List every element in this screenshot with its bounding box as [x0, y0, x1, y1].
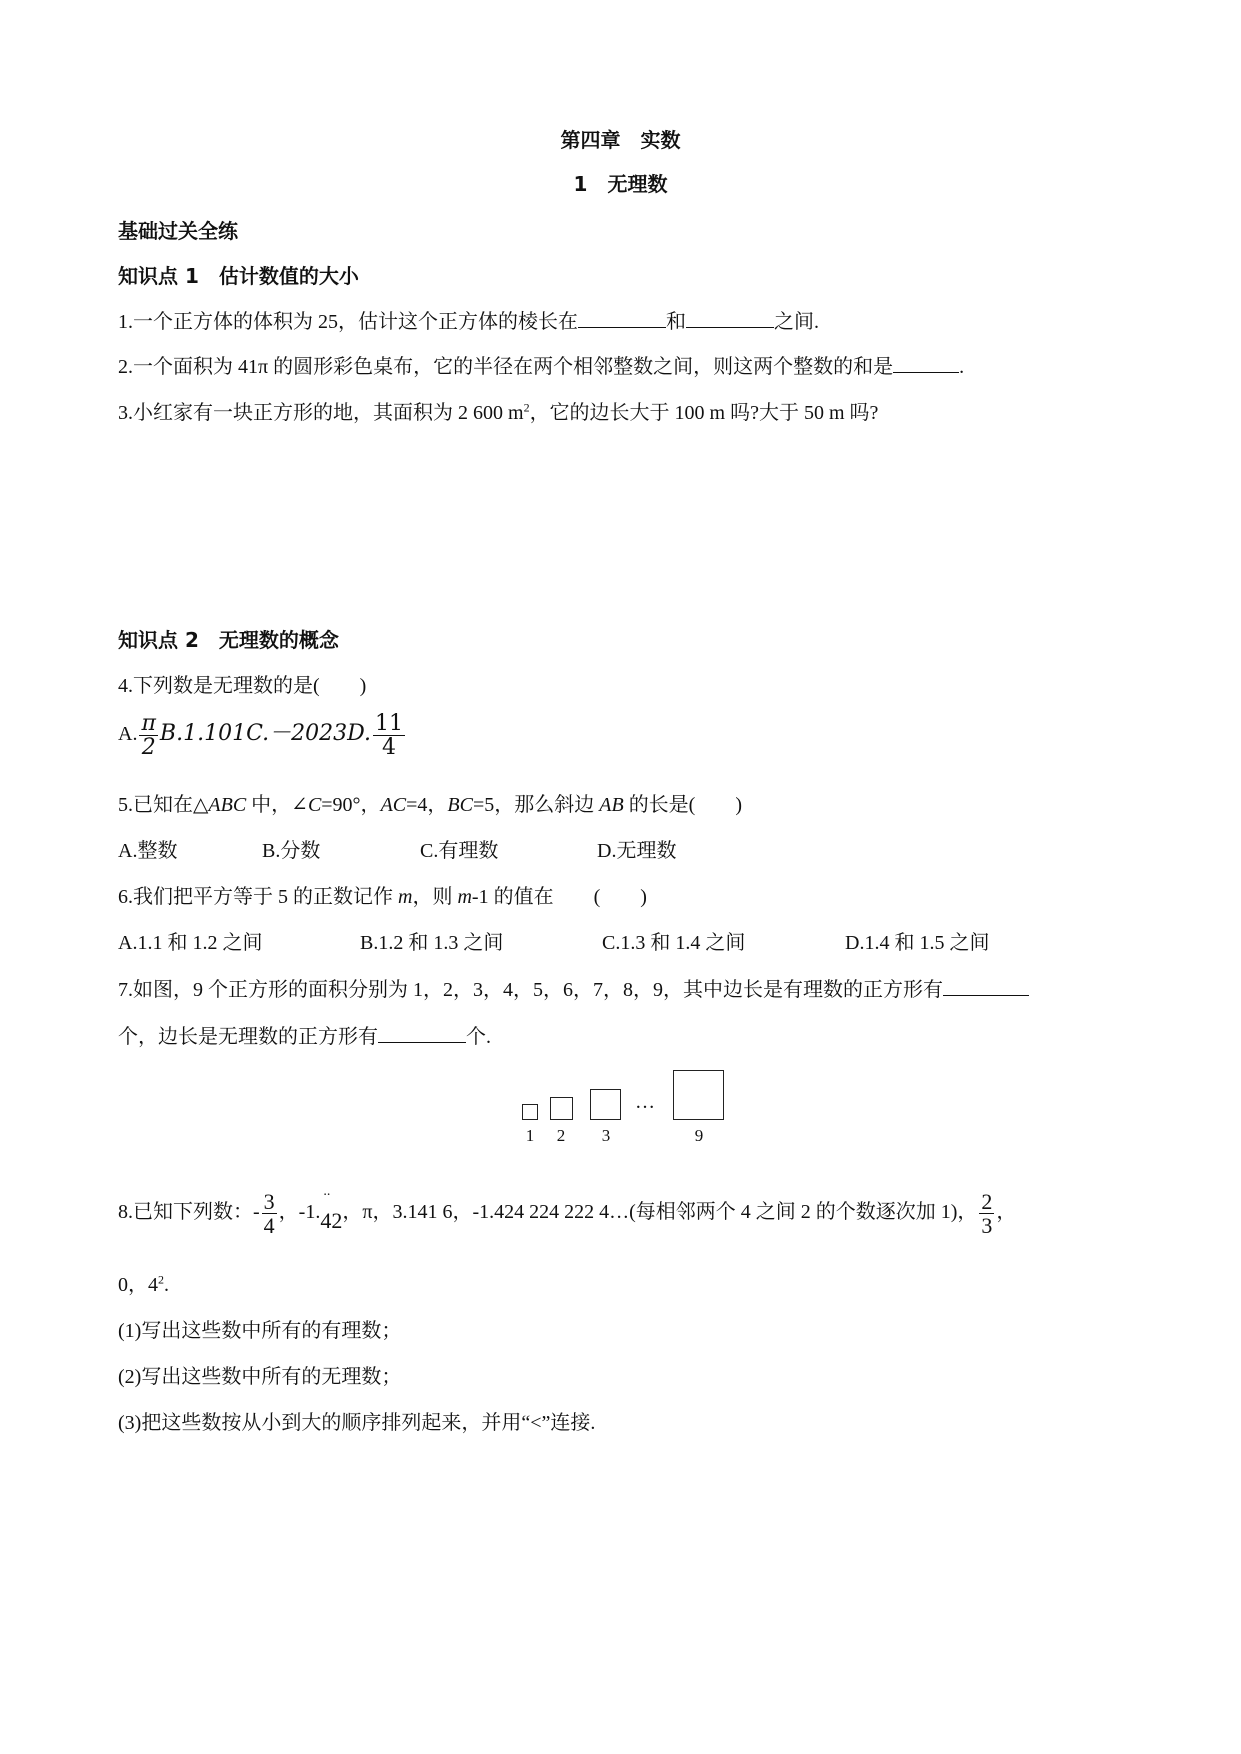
q5-option-a: A.整数 — [118, 840, 178, 862]
knowledge-point-2: 知识点 2 无理数的概念 — [118, 628, 339, 652]
question-8-part-3: (3)把这些数按从小到大的顺序排列起来，并用“<”连接. — [118, 1412, 596, 1434]
question-3: 3.小红家有一块正方形的地，其面积为 2 600 $m^2$，它的边长大于 100 m 吗?大于 50 m 吗? — [118, 400, 879, 424]
question-6-stem: 6.我们把平方等于 5 的正数记作 m，则 m-1 的值在 ( ) — [118, 886, 647, 908]
chapter-title: 第四章 实数 — [560, 128, 681, 152]
answer-blank — [943, 994, 1029, 996]
q6-option-c: C.1.3 和 1.4 之间 — [602, 932, 746, 954]
knowledge-point-1: 知识点 1 估计数值的大小 — [118, 264, 359, 288]
square-area-1 — [522, 1104, 538, 1120]
q6-option-b: B.1.2 和 1.3 之间 — [360, 932, 504, 954]
question-1: 1.一个正方体的体积为 25，估计这个正方体的棱长在 和 之间. — [118, 311, 819, 333]
q6-option-d: D.1.4 和 1.5 之间 — [845, 932, 990, 954]
fraction-11-over-4: $\frac{11}{4}$ — [374, 711, 403, 761]
fraction-2-over-3: $\frac{2}{3}$ — [981, 1189, 993, 1239]
ellipsis-mark: … — [635, 1091, 655, 1113]
question-2: 2.一个面积为 41π 的圆形彩色桌布，它的半径在两个相邻整数之间，则这两个整数的和是 . — [118, 356, 965, 378]
question-7-line1: 7.如图，9 个正方形的面积分别为 1，2，3，4，5，6，7，8，9，其中边长是有理数的正方形有 — [118, 973, 1029, 1002]
question-8-part-2: (2)写出这些数中所有的无理数； — [118, 1366, 402, 1388]
question-7-line2: 个，边长是无理数的正方形有 个. — [118, 1026, 491, 1048]
square-label-1: 1 — [525, 1126, 535, 1145]
q5-option-b: B.分数 — [262, 840, 321, 862]
repeating-decimal: .. 42 — [320, 1184, 343, 1234]
square-area-3 — [590, 1089, 621, 1120]
square-label-3: 3 — [601, 1126, 611, 1145]
question-4-options: A. $\frac{\pi}{2}$ B.1.101C.－2023D. $\frac{11}{4}$ — [118, 711, 403, 761]
q5-option-d: D.无理数 — [597, 840, 677, 862]
question-8-line1: 8.已知下列数：- $\frac{3}{4}$ ，-1. .. 42，π，3.141 6，-1.424 224 222 4…(每相邻两个 4 之间 2 的个数逐次加 1)， $\frac{2}{3}$ ， — [118, 1184, 1017, 1239]
q6-option-a: A.1.1 和 1.2 之间 — [118, 932, 263, 954]
answer-blank — [578, 326, 666, 328]
answer-blank — [378, 1041, 466, 1043]
question-8-part-1: (1)写出这些数中所有的有理数； — [118, 1320, 402, 1342]
square-label-9: 9 — [694, 1126, 704, 1145]
fraction-pi-over-2: $\frac{\pi}{2}$ — [141, 711, 156, 761]
answer-blank — [686, 326, 774, 328]
fraction-3-over-4: $\frac{3}{4}$ — [263, 1189, 275, 1239]
question-8-line2: 0，$4^2$. — [118, 1272, 169, 1296]
answer-blank — [893, 371, 959, 373]
square-area-2 — [550, 1097, 573, 1120]
exercise-heading: 基础过关全练 — [118, 219, 238, 243]
square-label-2: 2 — [556, 1126, 566, 1145]
section-title: 1 无理数 — [573, 172, 668, 196]
q5-option-c: C.有理数 — [420, 840, 499, 862]
square-area-9 — [673, 1070, 724, 1120]
question-5-stem: 5.已知在△ABC 中，∠C=90°，AC=4，BC=5，那么斜边 AB 的长是( ) — [118, 794, 743, 816]
question-4-stem: 4.下列数是无理数的是( ) — [118, 675, 367, 697]
